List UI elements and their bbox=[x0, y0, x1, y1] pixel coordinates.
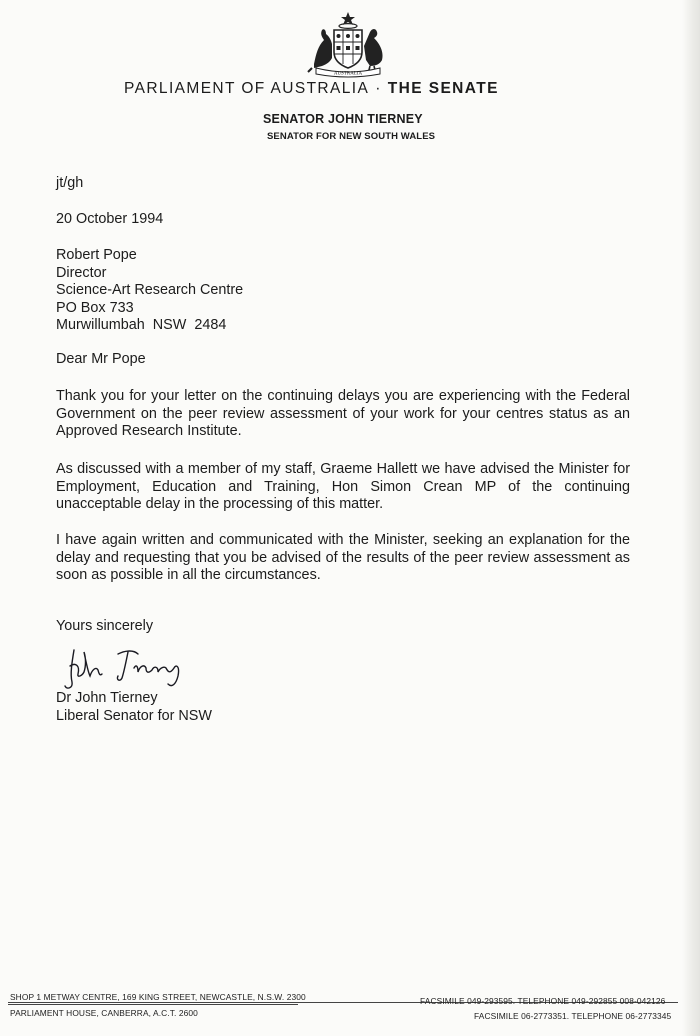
newcastle-office-address: SHOP 1 METWAY CENTRE, 169 KING STREET, NEWCASTLE, N.S.W. 2300 bbox=[10, 992, 306, 1002]
crest-motto: AUSTRALIA bbox=[333, 71, 363, 77]
recipient-position: Director bbox=[56, 264, 107, 281]
house-label: THE SENATE bbox=[387, 80, 499, 97]
paragraph-2: As discussed with a member of my staff, Graeme Hallett we have advised the Minister for Employment, Education and Training, Hon Simon Crean MP of the continuing unacceptable delay in the processing of this matter. bbox=[56, 461, 630, 512]
closing: Yours sincerely bbox=[56, 618, 154, 634]
reference-code: jt/gh bbox=[56, 175, 84, 191]
letter-date: 20 October 1994 bbox=[56, 211, 164, 227]
paragraph-3: I have again written and communicated with the Minister, seeking an explanation for the delay and requesting that you be advised of the results of the peer review assessment as soon as possible in all the circumstances. bbox=[56, 532, 630, 583]
recipient-organisation: Science-Art Research Centre bbox=[56, 282, 244, 298]
recipient-po-box: PO Box 733 bbox=[56, 299, 134, 316]
signatory-name: Dr John Tierney bbox=[56, 690, 158, 706]
coat-of-arms-icon bbox=[300, 10, 396, 78]
senator-name: SENATOR JOHN TIERNEY bbox=[263, 112, 423, 126]
senator-title: SENATOR FOR NEW SOUTH WALES bbox=[267, 131, 436, 142]
recipient-locality: Murwillumbah NSW 2484 bbox=[56, 317, 227, 333]
page-edge-shadow bbox=[682, 0, 700, 1036]
newcastle-office-contacts: FACSIMILE 049-293595. TELEPHONE 049-292855 008-042126 bbox=[420, 996, 666, 1006]
canberra-office-contacts: FACSIMILE 06-2773351. TELEPHONE 06-2773345 bbox=[474, 1011, 672, 1021]
letterhead-separator: · bbox=[375, 80, 382, 97]
canberra-office-address: PARLIAMENT HOUSE, CANBERRA, A.C.T. 2600 bbox=[10, 1008, 198, 1018]
signature-mark bbox=[62, 644, 192, 694]
salutation: Dear Mr Pope bbox=[56, 351, 146, 367]
letterhead-title bbox=[124, 80, 499, 98]
parliament-label: PARLIAMENT OF AUSTRALIA bbox=[124, 80, 370, 97]
footer-divider-secondary bbox=[8, 1004, 298, 1005]
recipient-name: Robert Pope bbox=[56, 247, 137, 263]
signatory-title: Liberal Senator for NSW bbox=[56, 707, 212, 724]
paragraph-1: Thank you for your letter on the continuing delays you are experiencing with the Federal Government on the peer review assessment of your work for your centres status as an Approved Research Institute. bbox=[56, 388, 630, 439]
